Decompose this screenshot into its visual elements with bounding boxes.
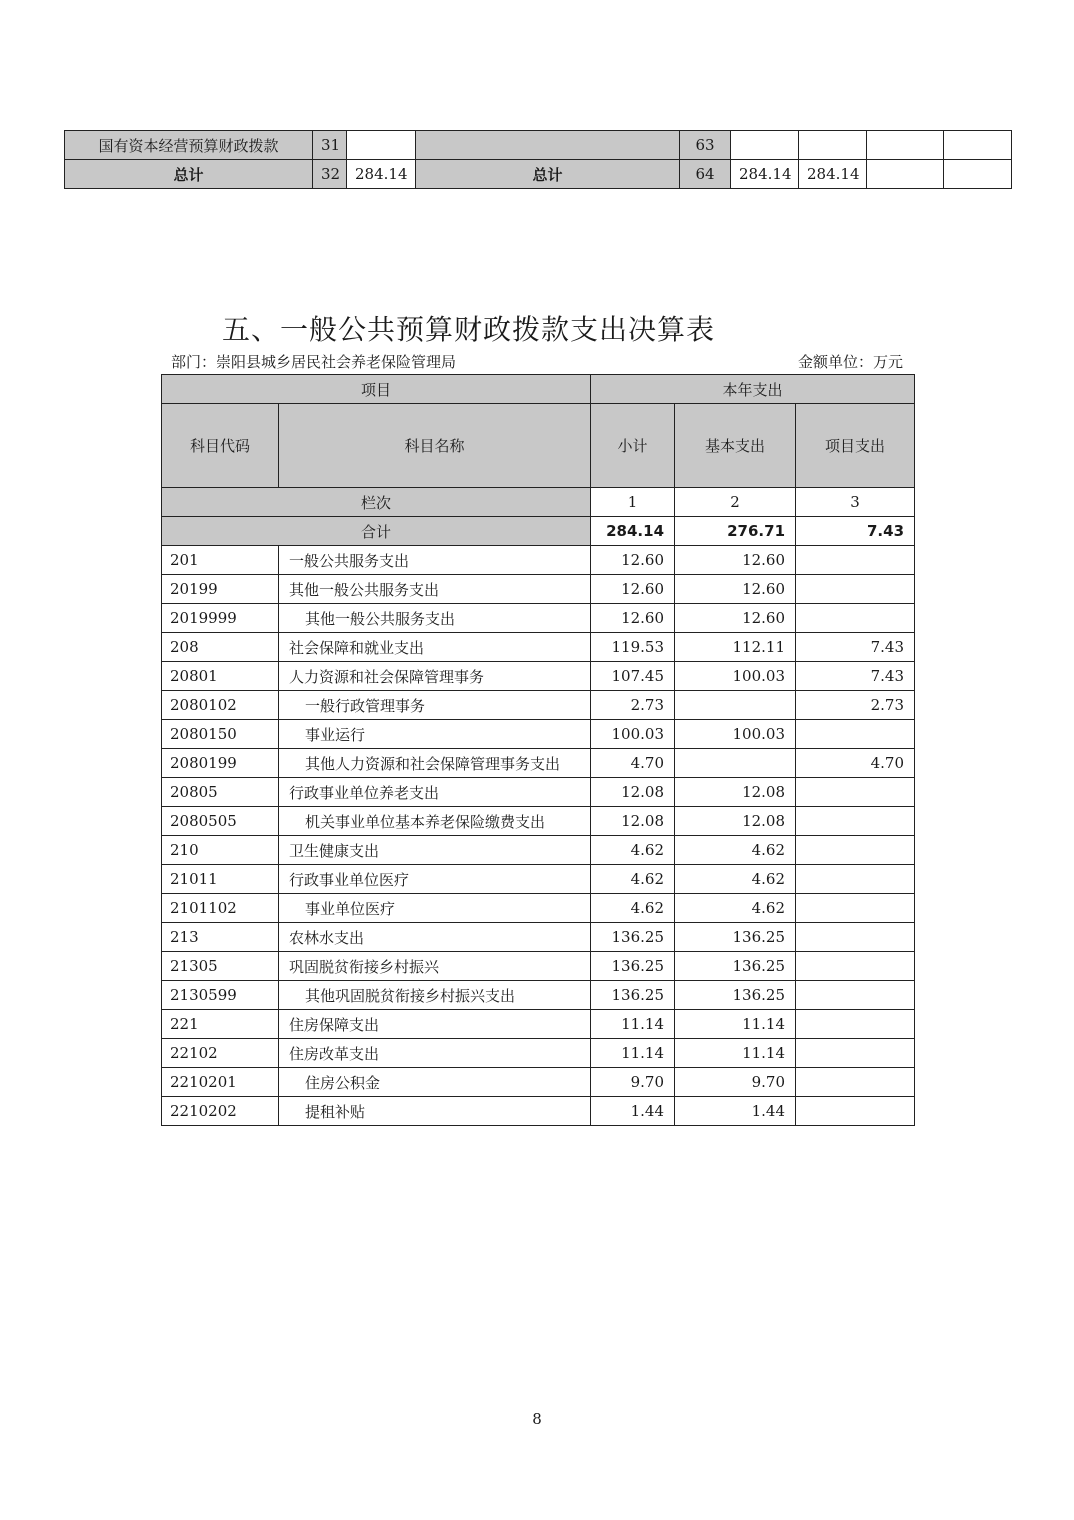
basic-amount: [675, 691, 796, 720]
basic-amount: 1.44: [675, 1097, 796, 1126]
table-row: [162, 1068, 915, 1097]
basic-amount: 136.25: [675, 981, 796, 1010]
subject-name: 提租补贴: [279, 1097, 591, 1126]
project-amount: [796, 604, 915, 633]
basic-amount: 12.08: [675, 807, 796, 836]
project-amount: [796, 546, 915, 575]
project-amount: [796, 778, 915, 807]
right-amount-3: [867, 160, 944, 189]
column-number-row: [162, 488, 915, 517]
table-row: [162, 720, 915, 749]
subject-name: 一般行政管理事务: [279, 691, 591, 720]
header-current-year: 本年支出: [591, 375, 915, 404]
subject-name: 一般公共服务支出: [279, 546, 591, 575]
project-amount: [796, 720, 915, 749]
project-amount: [796, 894, 915, 923]
basic-amount: 100.03: [675, 662, 796, 691]
table-row: [162, 923, 915, 952]
subject-name: 住房改革支出: [279, 1039, 591, 1068]
right-line-number: 64: [680, 160, 731, 189]
subtotal-amount: 11.14: [591, 1010, 675, 1039]
table-row: [162, 778, 915, 807]
basic-amount: 12.60: [675, 546, 796, 575]
subject-code: 20199: [162, 575, 279, 604]
subject-code: 2101102: [162, 894, 279, 923]
table-row: [162, 575, 915, 604]
basic-amount: 100.03: [675, 720, 796, 749]
subtotal-amount: 12.60: [591, 575, 675, 604]
header-basic-expense: 基本支出: [675, 404, 796, 488]
project-amount: [796, 1068, 915, 1097]
subtotal-amount: 136.25: [591, 923, 675, 952]
expense-table: [161, 374, 915, 1126]
table-row: [162, 604, 915, 633]
basic-amount: 136.25: [675, 952, 796, 981]
subtotal-amount: 4.62: [591, 894, 675, 923]
subtotal-amount: 4.70: [591, 749, 675, 778]
total-label: 合计: [162, 517, 591, 546]
table-row: [162, 691, 915, 720]
subject-code: 20801: [162, 662, 279, 691]
subject-name: 其他一般公共服务支出: [279, 604, 591, 633]
subject-name: 事业单位医疗: [279, 894, 591, 923]
table-row: [162, 981, 915, 1010]
right-amount-4: [944, 131, 1012, 160]
subject-code: 2019999: [162, 604, 279, 633]
subject-name: 住房公积金: [279, 1068, 591, 1097]
table-row: [162, 836, 915, 865]
table-row: [162, 662, 915, 691]
subject-code: 213: [162, 923, 279, 952]
right-amount-1: [731, 131, 799, 160]
subtotal-amount: 4.62: [591, 836, 675, 865]
right-amount-1: 284.14: [731, 160, 799, 189]
left-item-label: 国有资本经营预算财政拨款: [65, 131, 313, 160]
subject-name: 行政事业单位医疗: [279, 865, 591, 894]
project-amount: 4.70: [796, 749, 915, 778]
table-row: [162, 1097, 915, 1126]
total-row: [162, 517, 915, 546]
project-amount: 7.43: [796, 633, 915, 662]
subject-name: 其他巩固脱贫衔接乡村振兴支出: [279, 981, 591, 1010]
total-subtotal: 284.14: [591, 517, 675, 546]
subtotal-amount: 136.25: [591, 952, 675, 981]
subject-code: 208: [162, 633, 279, 662]
left-line-number: 31: [313, 131, 347, 160]
subject-code: 2210202: [162, 1097, 279, 1126]
header-subject-name: 科目名称: [279, 404, 591, 488]
table-row: [162, 1039, 915, 1068]
project-amount: 2.73: [796, 691, 915, 720]
subtotal-amount: 11.14: [591, 1039, 675, 1068]
subject-name: 事业运行: [279, 720, 591, 749]
left-amount: 284.14: [347, 160, 416, 189]
column-number-1: 1: [591, 488, 675, 517]
basic-amount: 12.60: [675, 575, 796, 604]
subject-name: 社会保障和就业支出: [279, 633, 591, 662]
subtotal-amount: 12.60: [591, 546, 675, 575]
subtotal-amount: 12.08: [591, 778, 675, 807]
subtotal-amount: 100.03: [591, 720, 675, 749]
top-summary-table: [64, 130, 1012, 189]
basic-amount: 4.62: [675, 894, 796, 923]
header-row-2: [162, 404, 915, 488]
table-row: [162, 546, 915, 575]
subject-name: 住房保障支出: [279, 1010, 591, 1039]
subtotal-amount: 136.25: [591, 981, 675, 1010]
header-project-expense: 项目支出: [796, 404, 915, 488]
total-basic: 276.71: [675, 517, 796, 546]
subject-name: 农林水支出: [279, 923, 591, 952]
left-amount: [347, 131, 416, 160]
subtotal-amount: 119.53: [591, 633, 675, 662]
subject-name: 行政事业单位养老支出: [279, 778, 591, 807]
column-number-2: 2: [675, 488, 796, 517]
subject-code: 2210201: [162, 1068, 279, 1097]
subject-name: 机关事业单位基本养老保险缴费支出: [279, 807, 591, 836]
subtotal-amount: 2.73: [591, 691, 675, 720]
subject-code: 221: [162, 1010, 279, 1039]
total-project: 7.43: [796, 517, 915, 546]
top-table-row: [65, 131, 1012, 160]
subtotal-amount: 12.08: [591, 807, 675, 836]
unit-label: 金额单位：万元: [797, 353, 903, 371]
subject-code: 210: [162, 836, 279, 865]
project-amount: [796, 1039, 915, 1068]
basic-amount: [675, 749, 796, 778]
subject-code: 2130599: [162, 981, 279, 1010]
left-item-label: 总计: [65, 160, 313, 189]
subject-code: 22102: [162, 1039, 279, 1068]
right-item-label: [416, 131, 680, 160]
subtotal-amount: 9.70: [591, 1068, 675, 1097]
subject-name: 人力资源和社会保障管理事务: [279, 662, 591, 691]
basic-amount: 112.11: [675, 633, 796, 662]
header-subject-code: 科目代码: [162, 404, 279, 488]
table-row: [162, 894, 915, 923]
right-amount-2: 284.14: [799, 160, 867, 189]
subtotal-amount: 107.45: [591, 662, 675, 691]
basic-amount: 136.25: [675, 923, 796, 952]
header-subtotal: 小计: [591, 404, 675, 488]
subject-code: 2080150: [162, 720, 279, 749]
subject-name: 卫生健康支出: [279, 836, 591, 865]
column-number-3: 3: [796, 488, 915, 517]
subject-code: 21305: [162, 952, 279, 981]
section-title: 五、一般公共预算财政拨款支出决算表: [222, 313, 716, 346]
subject-code: 20805: [162, 778, 279, 807]
subject-name: 其他一般公共服务支出: [279, 575, 591, 604]
project-amount: [796, 865, 915, 894]
project-amount: [796, 1010, 915, 1039]
right-line-number: 63: [680, 131, 731, 160]
table-row: [162, 1010, 915, 1039]
basic-amount: 9.70: [675, 1068, 796, 1097]
project-amount: [796, 952, 915, 981]
table-row: [162, 952, 915, 981]
project-amount: [796, 1097, 915, 1126]
subject-code: 201: [162, 546, 279, 575]
subject-code: 2080102: [162, 691, 279, 720]
subject-code: 2080505: [162, 807, 279, 836]
subject-code: 2080199: [162, 749, 279, 778]
column-number-label: 栏次: [162, 488, 591, 517]
subject-code: 21011: [162, 865, 279, 894]
page-number: 8: [532, 1410, 542, 1428]
table-row: [162, 865, 915, 894]
project-amount: [796, 836, 915, 865]
right-amount-3: [867, 131, 944, 160]
left-line-number: 32: [313, 160, 347, 189]
project-amount: [796, 807, 915, 836]
project-amount: [796, 981, 915, 1010]
subtotal-amount: 12.60: [591, 604, 675, 633]
table-row: [162, 749, 915, 778]
right-amount-2: [799, 131, 867, 160]
project-amount: 7.43: [796, 662, 915, 691]
basic-amount: 4.62: [675, 865, 796, 894]
basic-amount: 11.14: [675, 1039, 796, 1068]
subject-name: 其他人力资源和社会保障管理事务支出: [279, 749, 591, 778]
right-amount-4: [944, 160, 1012, 189]
subtotal-amount: 4.62: [591, 865, 675, 894]
project-amount: [796, 575, 915, 604]
subtotal-amount: 1.44: [591, 1097, 675, 1126]
project-amount: [796, 923, 915, 952]
basic-amount: 12.60: [675, 604, 796, 633]
right-item-label: 总计: [416, 160, 680, 189]
top-table-row: [65, 160, 1012, 189]
department-label: 部门：崇阳县城乡居民社会养老保险管理局: [171, 353, 457, 371]
basic-amount: 11.14: [675, 1010, 796, 1039]
table-row: [162, 807, 915, 836]
basic-amount: 12.08: [675, 778, 796, 807]
header-row-1: [162, 375, 915, 404]
header-project: 项目: [162, 375, 591, 404]
basic-amount: 4.62: [675, 836, 796, 865]
subject-name: 巩固脱贫衔接乡村振兴: [279, 952, 591, 981]
table-row: [162, 633, 915, 662]
